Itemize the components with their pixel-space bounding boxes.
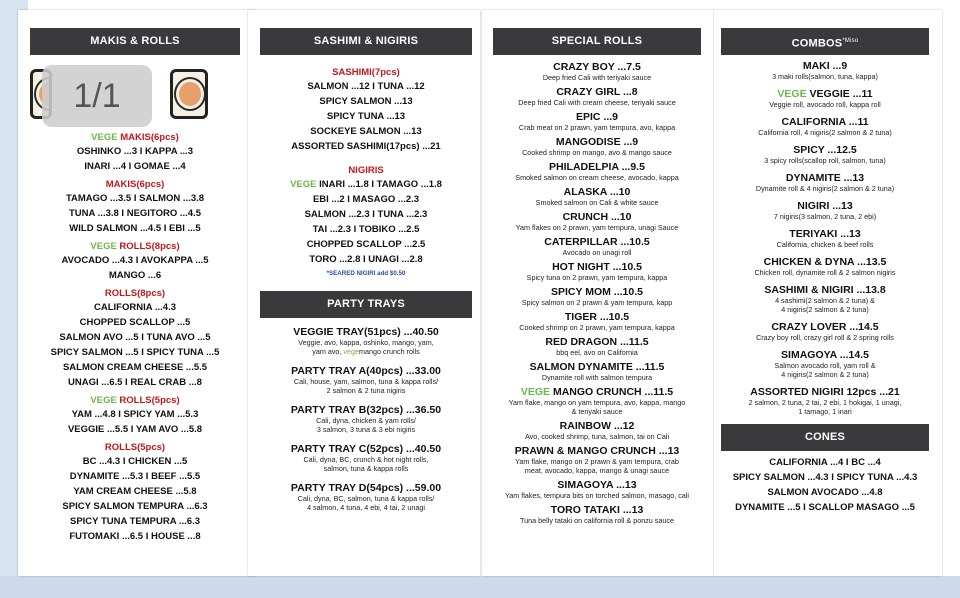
menu-item-name: SIMAGOYA ...14.5 xyxy=(781,349,869,361)
special-rolls-header: SPECIAL ROLLS xyxy=(493,28,701,55)
menu-item-name: SALMON DYNAMITE ...11.5 xyxy=(529,361,665,373)
menu-item-name: TORO TATAKI ...13 xyxy=(550,504,644,516)
menu-item-desc: Cooked shrimp on 2 prawn, yam tempura, kappa xyxy=(519,323,675,332)
menu-line: VEGE INARI ...1.8 I TAMAGO ...1.8 xyxy=(290,179,442,190)
special-rolls-column xyxy=(493,28,701,525)
menu-item-desc: Crab meat on 2 prawn, yam tempura, avo, kappa xyxy=(518,123,676,132)
menu-line: SOCKEYE SALMON ...13 xyxy=(310,126,422,137)
menu-line: TAMAGO ...3.5 I SALMON ...3.8 xyxy=(65,193,205,204)
page-counter[interactable]: 1/1 xyxy=(42,65,152,127)
menu-item-desc: Cali, dyna, BC, crunch & hot night rolls, xyxy=(303,455,429,464)
menu-item-name: CRAZY BOY ...7.5 xyxy=(553,61,641,73)
menu-item-desc: Cali, house, yam, salmon, tuna & kappa rolls/ xyxy=(293,377,439,386)
menu-line: CALIFORNIA ...4 I BC ...4 xyxy=(769,457,881,468)
menu-item-name: MAKI ...9 xyxy=(802,60,848,72)
menu-item-name: CHICKEN & DYNA ...13.5 xyxy=(763,256,887,268)
menu-line: TORO ...2.8 I UNAGI ...2.8 xyxy=(309,254,423,265)
menu-line: FUTOMAKI ...6.5 I HOUSE ...8 xyxy=(69,531,201,542)
menu-item-name: PARTY TRAY C(52pcs) ...40.50 xyxy=(290,443,442,455)
menu-line: EBI ...2 I MASAGO ...2.3 xyxy=(312,194,420,205)
menu-item-name: DYNAMITE ...13 xyxy=(785,172,865,184)
menu-line: SALMON ...12 I TUNA ...12 xyxy=(307,81,425,92)
menu-line: SPICY SALMON ...4.3 I SPICY TUNA ...4.3 xyxy=(732,472,918,483)
menu-item-desc: Cooked shrimp on mango, avo & mango sauce xyxy=(522,148,672,157)
menu-item-name: VEGE VEGGIE ...11 xyxy=(777,88,873,100)
menu-item-desc: Avocado on unagi roll xyxy=(562,248,632,257)
menu-item-desc: Deep fried Cali with cream cheese, teriyaki sauce xyxy=(518,98,676,107)
menu-item-desc: 2 salmon, 2 tuna, 2 tai, 2 ebi, 1 hokigai, 1 unagi, xyxy=(748,398,902,407)
menu-item-desc: 2 salmon & 2 tuna nigiris xyxy=(326,386,406,395)
section-label: VEGE MAKIS(6pcs) xyxy=(91,132,179,143)
menu-item-name: MANGODISE ...9 xyxy=(555,136,639,148)
menu-item-desc: Dynamite roll with salmon tempura xyxy=(541,373,653,382)
menu-item-name: PARTY TRAY B(32pcs) ...36.50 xyxy=(290,404,442,416)
menu-item-name: CALIFORNIA ...11 xyxy=(781,116,869,128)
menu-line: TUNA ...3.8 I NEGITORO ...4.5 xyxy=(69,208,201,219)
menu-item-desc: Veggie, avo, kappa, oshinko, mango, yam, xyxy=(298,338,434,347)
menu-line: CHOPPED SCALLOP ...2.5 xyxy=(306,239,426,250)
menu-item-name: ASSORTED NIGIRI 12pcs ...21 xyxy=(750,386,900,398)
menu-item-name: SIMAGOYA ...13 xyxy=(557,479,637,491)
menu-line: WILD SALMON ...4.5 I EBI ...5 xyxy=(69,223,201,234)
makis-rolls-column xyxy=(30,28,240,544)
menu-item-desc: Dynamite roll & 4 nigiris(2 salmon & 2 tuna) xyxy=(755,184,895,193)
menu-item-name: SASHIMI & NIGIRI ...13.8 xyxy=(764,284,886,296)
menu-item-name: CRAZY LOVER ...14.5 xyxy=(771,321,879,333)
menu-line: BC ...4.3 I CHICKEN ...5 xyxy=(82,456,188,467)
menu-item-desc: 4 sashimi(2 salmon & 2 tuna) & xyxy=(775,296,875,305)
menu-item-desc: bbq eel, avo on California xyxy=(556,348,638,357)
menu-line: AVOCADO ...4.3 I AVOKAPPA ...5 xyxy=(61,255,209,266)
menu-line: SPICY SALMON ...5 I SPICY TUNA ...5 xyxy=(50,347,220,358)
menu-line: CHOPPED SCALLOP ...5 xyxy=(79,317,191,328)
makis-rolls-header: MAKIS & ROLLS xyxy=(30,28,240,55)
menu-line: YAM CREAM CHEESE ...5.8 xyxy=(73,486,197,497)
section-label: VEGE ROLLS(8pcs) xyxy=(90,241,180,252)
menu-item-desc: Yam flakes on 2 prawn, yam tempura, unagi Sauce xyxy=(515,223,679,232)
menu-item-desc: Chicken roll, dynamite roll & 2 salmon nigiris xyxy=(754,268,896,277)
menu-item-desc: salmon, tuna & kappa rolls xyxy=(323,464,409,473)
section-label: ROLLS(5pcs) xyxy=(104,442,166,453)
menu-item-name: PARTY TRAY A(40pcs) ...33.00 xyxy=(291,365,441,377)
menu-line: SPICY SALMON ...13 xyxy=(319,96,413,107)
sashimi-nigiris-header: SASHIMI & NIGIRIS xyxy=(260,28,472,55)
section-label: SASHIMI(7pcs) xyxy=(332,67,400,78)
menu-line: SPICY SALMON TEMPURA ...6.3 xyxy=(62,501,208,512)
menu-item-desc: Tuna belly tataki on california roll & ponzu sauce xyxy=(520,516,674,525)
combos-header: $COMBOS^{*Miso}$ xyxy=(721,28,929,55)
menu-item-desc: Yam flakes, tempura bits on torched salmon, masago, cali xyxy=(504,491,690,500)
menu-item-name: SPICY ...12.5 xyxy=(793,144,857,156)
menu-line: VEGGIE ...5.5 I YAM AVO ...5.8 xyxy=(67,424,203,435)
menu-item-name: ALASKA ...10 xyxy=(563,186,631,198)
menu-line: ASSORTED SASHIMI(17pcs) ...21 xyxy=(291,141,441,152)
menu-item-name: NIGIRI ...13 xyxy=(797,200,853,212)
cones-header: CONES xyxy=(721,424,929,451)
sashimi-nigiris-column xyxy=(260,28,472,512)
seared-nigiri-note: *SEARED NIGIRI add $0.50 xyxy=(326,270,406,277)
menu-line: SALMON AVO ...5 I TUNA AVO ...5 xyxy=(59,332,211,343)
menu-item-name: CRAZY GIRL ...8 xyxy=(556,86,638,98)
section-label: VEGE ROLLS(5pcs) xyxy=(90,395,180,406)
menu-line: INARI ...4 I GOMAE ...4 xyxy=(84,161,186,172)
menu-line: UNAGI ...6.5 I REAL CRAB ...8 xyxy=(68,377,202,388)
menu-line: CALIFORNIA ...4.3 xyxy=(94,302,176,313)
menu-item-name: SPICY MOM ...10.5 xyxy=(550,286,643,298)
menu-item-desc: California, chicken & beef rolls xyxy=(776,240,874,249)
menu-item-name: TERIYAKI ...13 xyxy=(789,228,861,240)
menu-item-name: RED DRAGON ...11.5 xyxy=(545,336,649,348)
menu-line: OSHINKO ...3 I KAPPA ...3 xyxy=(76,146,194,157)
section-label: MAKIS(6pcs) xyxy=(105,179,165,190)
menu-item-name: TIGER ...10.5 xyxy=(564,311,630,323)
menu-item-desc: 7 nigiris(3 salmon, 2 tuna, 2 ebi) xyxy=(773,212,877,221)
menu-line: MANGO ...6 xyxy=(108,270,162,281)
menu-item-name: PHILADELPIA ...9.5 xyxy=(549,161,645,173)
menu-item-name: PARTY TRAY D(54pcs) ...59.00 xyxy=(290,482,442,494)
menu-item-desc: Cali, dyna, BC, salmon, tuna & kappa rolls/ xyxy=(297,494,435,503)
menu-line: DYNAMITE ...5.3 I BEEF ...5.5 xyxy=(69,471,201,482)
bottom-bar xyxy=(0,576,960,598)
menu-item-name: EPIC ...9 xyxy=(575,111,618,123)
menu-line: SALMON ...2.3 I TUNA ...2.3 xyxy=(304,209,428,220)
combos-column xyxy=(721,28,929,515)
menu-item-name: VEGGIE TRAY(51pcs) ...40.50 xyxy=(293,326,439,338)
menu-item-desc: Veggie roll, avocado roll, kappa roll xyxy=(769,100,881,109)
menu-item-desc: Salmon avocado roll, yam roll & xyxy=(774,361,876,370)
menu-item-desc: meat, avocado, kappa, mango & unagi sauce xyxy=(524,466,670,475)
menu-item-desc: 3 salmon, 3 tuna & 3 ebi nigiris xyxy=(316,425,416,434)
menu-line: SPICY TUNA TEMPURA ...6.3 xyxy=(69,516,201,527)
sushi-photo xyxy=(170,69,208,119)
menu-line: TAI ...2.3 I TOBIKO ...2.5 xyxy=(312,224,420,235)
menu-line: DYNAMITE ...5 I SCALLOP MASAGO ...5 xyxy=(735,502,915,513)
menu-item-desc: 1 tamago, 1 inari xyxy=(798,407,852,416)
sushi-photo-row xyxy=(30,63,240,131)
menu-line: SALMON AVOCADO ...4.8 xyxy=(767,487,883,498)
section-label: ROLLS(8pcs) xyxy=(104,288,166,299)
menu-item-desc: & teriyaki sauce xyxy=(571,407,623,416)
menu-item-desc: 4 nigiris(2 salmon & 2 tuna) xyxy=(781,370,869,379)
menu-line: SPICY TUNA ...13 xyxy=(326,111,406,122)
menu-item-desc: 4 nigiris(2 salmon & 2 tuna) xyxy=(781,305,869,314)
menu-item-desc: Smoked salmon on Cali & white sauce xyxy=(535,198,659,207)
menu-item-name: CATERPILLAR ...10.5 xyxy=(544,236,650,248)
menu-item-desc: Crazy boy roll, crazy girl roll & 2 spring rolls xyxy=(756,333,894,342)
menu-item-desc: Yam flake, mango on 2 prawn & yam tempura, crab xyxy=(515,457,679,466)
menu-item-desc: Spicy salmon on 2 prawn & yam tempura, kapp xyxy=(521,298,673,307)
menu-item-desc: 3 spicy rolls(scallop roll, salmon, tuna) xyxy=(764,156,886,165)
menu-item-desc: Yam flake, mango on yam tempura, avo, kappa, mango xyxy=(508,398,686,407)
menu-item-desc: yam avo, vegemango crunch rolls xyxy=(312,347,420,356)
menu-item-desc: Deep fried Cali with teriyaki sauce xyxy=(542,73,652,82)
menu-item-desc: California roll, 4 nigiris(2 salmon & 2 tuna) xyxy=(758,128,892,137)
menu-item-desc: Smoked salmon on cream cheese, avocado, kappa xyxy=(515,173,679,182)
menu-item-name: RAINBOW ...12 xyxy=(559,420,635,432)
menu-item-name: VEGE MANGO CRUNCH ...11.5 xyxy=(520,386,674,398)
menu-item-name: HOT NIGHT ...10.5 xyxy=(552,261,642,273)
menu-item-desc: Spicy tuna on 2 prawn, yam tempura, kappa xyxy=(526,273,668,282)
menu-item-desc: 4 salmon, 4 tuna, 4 ebi, 4 tai, 2 unagi xyxy=(307,503,425,512)
section-label: NIGIRIS xyxy=(348,165,384,176)
menu-line: SALMON CREAM CHEESE ...5.5 xyxy=(62,362,208,373)
menu-item-name: PRAWN & MANGO CRUNCH ...13 xyxy=(514,445,680,457)
menu-line: YAM ...4.8 I SPICY YAM ...5.3 xyxy=(71,409,199,420)
menu-item-desc: Cali, dyna, chicken & yam rolls/ xyxy=(316,416,416,425)
menu-item-desc: 3 maki rolls(salmon, tuna, kappa) xyxy=(772,72,878,81)
party-trays-header: PARTY TRAYS xyxy=(260,291,472,318)
menu-item-desc: Avo, cooked shrimp, tuna, salmon, tai on Cali xyxy=(524,432,670,441)
menu-item-name: CRUNCH ...10 xyxy=(562,211,632,223)
